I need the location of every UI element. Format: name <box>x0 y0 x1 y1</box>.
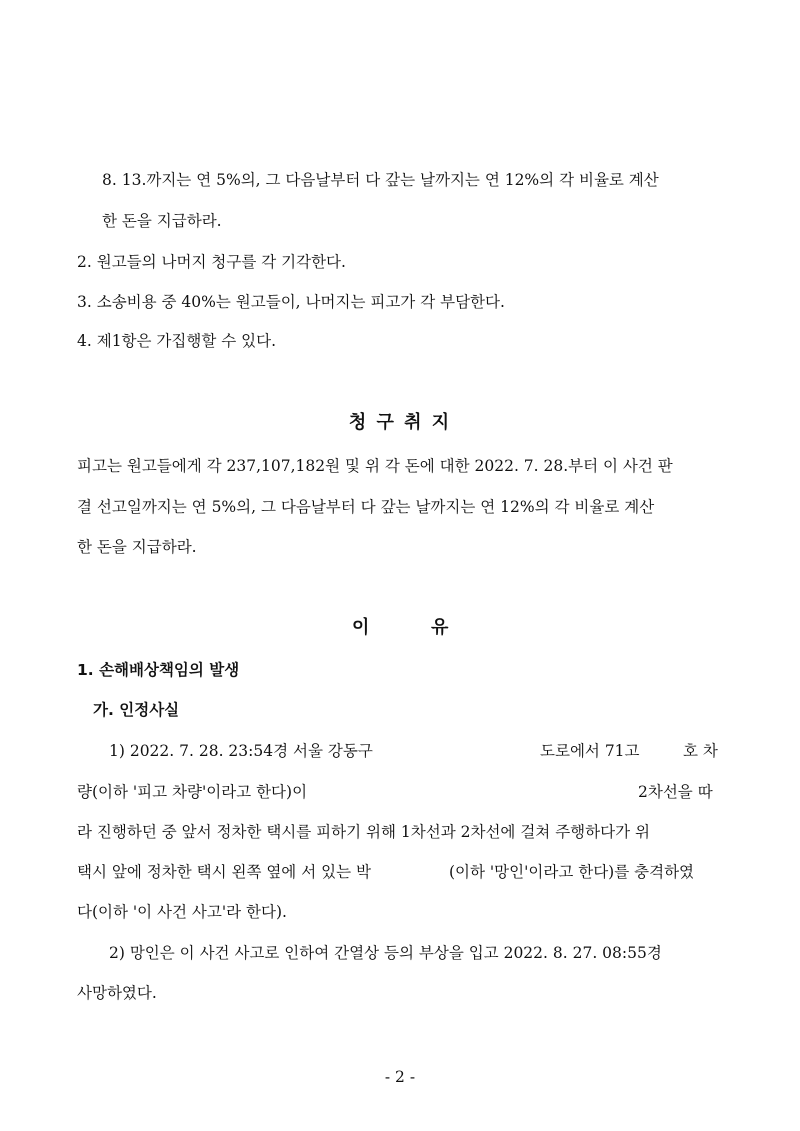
claim-line1: 피고는 원고들에게 각 237,107,182원 및 위 각 돈에 대한 2022. 7. 28.부터 이 사건 판 <box>77 457 673 475</box>
claim-heading: 청 구 취 지 <box>348 412 452 433</box>
para1-line4-a: 택시 앞에 정차한 택시 왼쪽 옆에 서 있는 박 <box>77 863 371 881</box>
order-item1-cont-line1: 8. 13.까지는 연 5%의, 그 다음날부터 다 갚는 날까지는 연 12%의 각 비율로 계산 <box>102 171 659 189</box>
claim-line2: 결 선고일까지는 연 5%의, 그 다음날부터 다 갚는 날까지는 연 12%의 각 비율로 계산 <box>77 498 655 516</box>
para1-line1-b: 도로에서 71고 <box>540 742 640 760</box>
reasons-heading-left: 이 <box>352 617 370 638</box>
order-item-3: 3. 소송비용 중 40%는 원고들이, 나머지는 피고가 각 부담한다. <box>77 293 505 311</box>
section-1-heading: 1. 손해배상책임의 발생 <box>77 661 240 679</box>
para1-line5: 다(이하 '이 사건 사고'라 한다). <box>77 903 287 921</box>
order-item-2: 2. 원고들의 나머지 청구를 각 기각한다. <box>77 253 346 271</box>
order-item-4: 4. 제1항은 가집행할 수 있다. <box>77 332 277 350</box>
para2-line1: 2) 망인은 이 사건 사고로 인하여 간열상 등의 부상을 입고 2022. 8. 27. 08:55경 <box>109 944 662 962</box>
para1-line2-b: 2차선을 따 <box>638 783 713 801</box>
claim-line3: 한 돈을 지급하라. <box>77 538 197 556</box>
subsection-a-heading: 가. 인정사실 <box>93 701 180 719</box>
para1-line3: 라 진행하던 중 앞서 정차한 택시를 피하기 위해 1차선과 2차선에 걸쳐 주행하다가 위 <box>77 823 650 841</box>
para1-line2-a: 량(이하 '피고 차량'이라고 한다)이 <box>77 783 308 801</box>
para1-line1-a: 1) 2022. 7. 28. 23:54경 서울 강동구 <box>109 742 373 760</box>
reasons-heading-right: 유 <box>431 617 449 638</box>
page-number: - 2 - <box>384 1068 416 1086</box>
para1-line4-b: (이하 '망인'이라고 한다)를 충격하였 <box>449 863 695 881</box>
order-item1-cont-line2: 한 돈을 지급하라. <box>102 212 222 230</box>
para2-line2: 사망하였다. <box>77 984 157 1002</box>
para1-line1-c: 호 차 <box>683 742 718 760</box>
